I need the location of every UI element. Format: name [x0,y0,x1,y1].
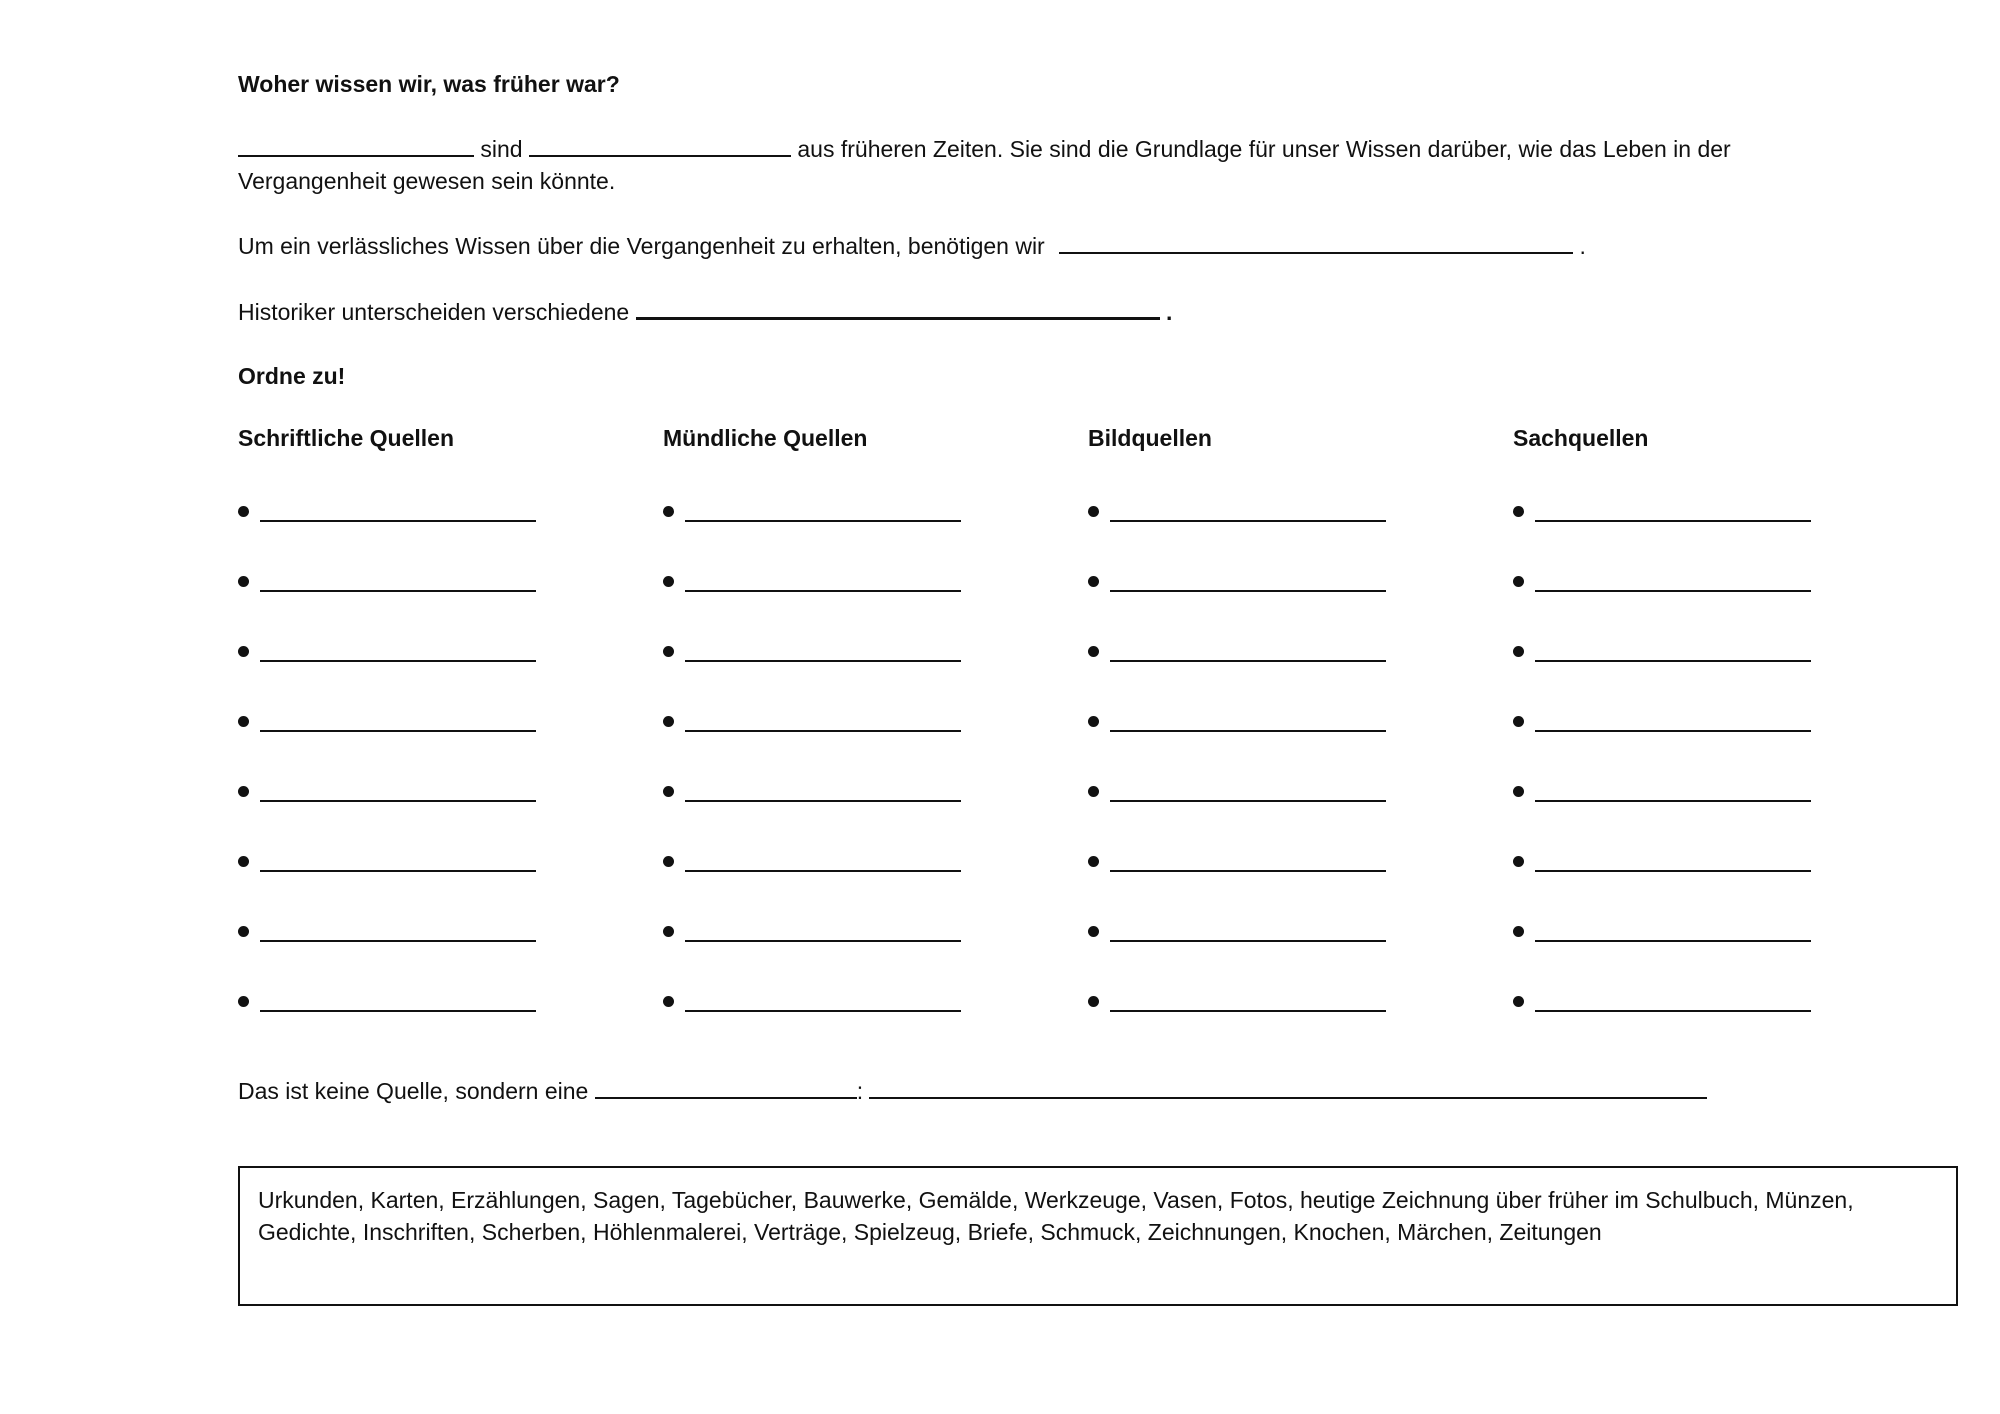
blank-2[interactable] [529,133,791,157]
bullet-icon [238,996,249,1007]
bullet-icon [1513,506,1524,517]
answer-slot [238,570,578,602]
answer-slot [1088,500,1428,532]
answer-blank[interactable] [1535,730,1811,732]
answer-slot [1088,990,1428,1022]
answer-blank[interactable] [1110,940,1386,942]
column-title: Schriftliche Quellen [238,425,454,451]
answer-slot [1513,850,1853,882]
answer-slot [663,710,1003,742]
answer-blank[interactable] [1110,590,1386,592]
answer-blank[interactable] [685,590,961,592]
answer-slot [1513,640,1853,672]
answer-slot [663,500,1003,532]
sentence-3-text: Historiker unterscheiden verschiedene [238,299,636,325]
answer-blank[interactable] [685,870,961,872]
answer-slot [1088,570,1428,602]
bullet-icon [663,506,674,517]
blank-4[interactable] [636,295,1160,320]
answer-slot [1088,710,1428,742]
answer-slot [238,500,578,532]
answer-blank[interactable] [260,520,536,522]
sentence-2-end: . [1573,233,1586,259]
blank-no-source-item[interactable] [869,1075,1707,1099]
bullet-icon [1088,786,1099,797]
answer-slot [663,850,1003,882]
answer-slot [663,570,1003,602]
answer-blank[interactable] [1110,1010,1386,1012]
answer-blank[interactable] [1110,800,1386,802]
bullet-icon [663,856,674,867]
bullet-icon [663,646,674,657]
bullet-icon [663,716,674,727]
answer-slot [238,990,578,1022]
bullet-icon [1088,576,1099,587]
answer-blank[interactable] [685,660,961,662]
bullet-icon [238,926,249,937]
answer-slot [1513,570,1853,602]
answer-slot [1513,920,1853,952]
bullet-icon [238,576,249,587]
answer-blank[interactable] [260,660,536,662]
answer-blank[interactable] [1535,590,1811,592]
bullet-icon [1088,716,1099,727]
answer-slot [238,640,578,672]
answer-blank[interactable] [1110,870,1386,872]
no-source-sentence [238,1075,1707,1107]
bullet-icon [238,506,249,517]
no-source-colon: : [856,1078,870,1104]
answer-slot [1513,500,1853,532]
column-title: Mündliche Quellen [663,425,868,451]
answer-slot [663,640,1003,672]
bullet-icon [1088,926,1099,937]
answer-slot [1513,710,1853,742]
answer-blank[interactable] [1535,520,1811,522]
answer-blank[interactable] [685,520,961,522]
answer-blank[interactable] [1110,660,1386,662]
task-label: Ordne zu! [238,363,346,389]
answer-blank[interactable] [685,730,961,732]
answer-slot [238,710,578,742]
sentence-2 [238,230,1586,262]
answer-blank[interactable] [260,940,536,942]
answer-blank[interactable] [260,590,536,592]
answer-slot [1088,850,1428,882]
blank-3[interactable] [1059,230,1573,254]
bullet-icon [663,576,674,587]
source-columns [238,422,1938,1022]
blank-1[interactable] [238,133,474,157]
bullet-icon [1088,856,1099,867]
answer-blank[interactable] [260,870,536,872]
answer-blank[interactable] [1535,870,1811,872]
bullet-icon [1513,856,1524,867]
bullet-icon [1513,926,1524,937]
bullet-icon [1088,646,1099,657]
column-title: Bildquellen [1088,425,1212,451]
answer-slot [1088,780,1428,812]
word-bank-text: Urkunden, Karten, Erzählungen, Sagen, Tagebücher, Bauwerke, Gemälde, Werkzeuge, Vasen, Fotos, heutige Zeichnung über früher im Schulbuch, Münzen, Gedichte, Inschriften, Scherben, Höhlenmalerei, Verträge, Spielzeug, Briefe, Schmuck, Zeichnungen, Knochen, Märchen, Zeitungen [258,1187,1854,1245]
answer-blank[interactable] [1110,520,1386,522]
column-title: Sachquellen [1513,425,1649,451]
answer-slot [1088,640,1428,672]
answer-slot [663,780,1003,812]
column-muendliche-quellen [663,422,1003,454]
sentence-1-line-1 [238,133,1731,165]
bullet-icon [1088,506,1099,517]
answer-slot [663,990,1003,1022]
bullet-icon [663,786,674,797]
no-source-text: Das ist keine Quelle, sondern eine [238,1078,595,1104]
bullet-icon [1088,996,1099,1007]
answer-blank[interactable] [260,730,536,732]
bullet-icon [238,646,249,657]
worksheet-title: Woher wissen wir, was früher war? [238,71,620,97]
answer-blank[interactable] [685,800,961,802]
sentence-1-text-b: aus früheren Zeiten. Sie sind die Grundlage für unser Wissen darüber, wie das Leben in der [790,136,1731,162]
answer-blank[interactable] [1535,940,1811,942]
bullet-icon [238,716,249,727]
bullet-icon [1513,996,1524,1007]
sentence-3 [238,295,1172,328]
answer-slot [238,850,578,882]
sentence-1-line-2: Vergangenheit gewesen sein könnte. [238,168,616,194]
answer-slot [1513,780,1853,812]
bullet-icon [238,786,249,797]
bullet-icon [1513,786,1524,797]
bullet-icon [1513,576,1524,587]
bullet-icon [1513,716,1524,727]
bullet-icon [663,926,674,937]
answer-blank[interactable] [1535,1010,1811,1012]
sentence-2-text: Um ein verlässliches Wissen über die Vergangenheit zu erhalten, benötigen wir [238,233,1052,259]
bullet-icon [238,856,249,867]
answer-blank[interactable] [260,1010,536,1012]
column-sachquellen [1513,422,1853,454]
column-bildquellen [1088,422,1428,454]
bullet-icon [1513,646,1524,657]
answer-slot [1088,920,1428,952]
answer-blank[interactable] [260,800,536,802]
answer-blank[interactable] [1535,660,1811,662]
answer-blank[interactable] [1110,730,1386,732]
sentence-1-text-a: sind [474,136,529,162]
blank-no-source-type[interactable] [595,1075,857,1099]
sentence-3-end: . [1159,299,1173,325]
answer-blank[interactable] [1535,800,1811,802]
answer-slot [1513,990,1853,1022]
answer-blank[interactable] [685,1010,961,1012]
answer-blank[interactable] [685,940,961,942]
word-bank-box [238,1166,1958,1306]
answer-slot [663,920,1003,952]
column-schriftliche-quellen [238,422,578,454]
bullet-icon [663,996,674,1007]
answer-slot [238,920,578,952]
answer-slot [238,780,578,812]
